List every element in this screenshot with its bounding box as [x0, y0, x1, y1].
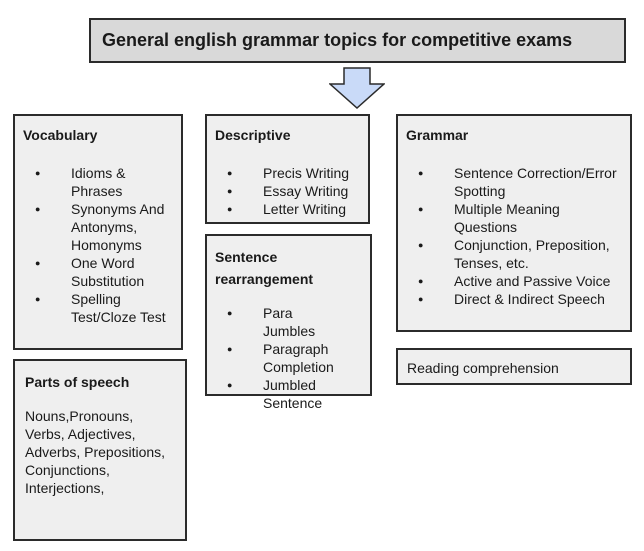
reading-comprehension-label: Reading comprehension	[407, 360, 559, 376]
list-item: ● Precis Writing	[215, 164, 364, 182]
list-item: ● Letter Writing	[215, 200, 364, 218]
list-item: ● Conjunction, Preposition, Tenses, etc.	[406, 236, 626, 272]
parts-of-speech-heading: Parts of speech	[25, 374, 130, 390]
list-item: ● One Word Substitution	[23, 254, 175, 290]
descriptive-box	[205, 114, 370, 224]
descriptive-list	[215, 164, 364, 218]
parts-of-speech-box	[13, 359, 187, 541]
list-item: ● Para Jumbles	[215, 304, 345, 340]
list-item: ● Idioms & Phrases	[23, 164, 175, 200]
vocabulary-box	[13, 114, 183, 350]
vocabulary-heading: Vocabulary	[23, 127, 98, 143]
list-item: ● Spelling Test/Cloze Test	[23, 290, 175, 326]
vocabulary-list	[23, 164, 175, 326]
reading-comprehension-box	[396, 348, 632, 385]
grammar-list	[406, 164, 626, 308]
grammar-heading: Grammar	[406, 127, 469, 143]
list-item: ● Synonyms And Antonyms, Homonyms	[23, 200, 175, 254]
list-item: ● Direct & Indirect Speech	[406, 290, 626, 308]
descriptive-heading: Descriptive	[215, 127, 291, 143]
list-item: ● Multiple Meaning Questions	[406, 200, 626, 236]
list-item: ● Active and Passive Voice	[406, 272, 626, 290]
list-item: ● Jumbled Sentence	[215, 376, 345, 412]
list-item: ● Paragraph Completion	[215, 340, 345, 376]
list-item: ● Sentence Correction/Error Spotting	[406, 164, 626, 200]
grammar-box	[396, 114, 632, 332]
list-item: ● Essay Writing	[215, 182, 364, 200]
sentence-rearrangement-list	[215, 304, 345, 412]
diagram-title: General english grammar topics for competitive exams	[102, 30, 573, 50]
sentence-rearrangement-box	[205, 234, 372, 411]
down-arrow-icon	[329, 67, 385, 109]
diagram-title-box	[89, 18, 626, 63]
parts-of-speech-text: Nouns,Pronouns, Verbs, Adjectives, Adverbs, Prepositions, Conjunctions, Interjections,	[25, 408, 166, 496]
sentence-rearrangement-heading: Sentence rearrangement	[215, 249, 314, 287]
